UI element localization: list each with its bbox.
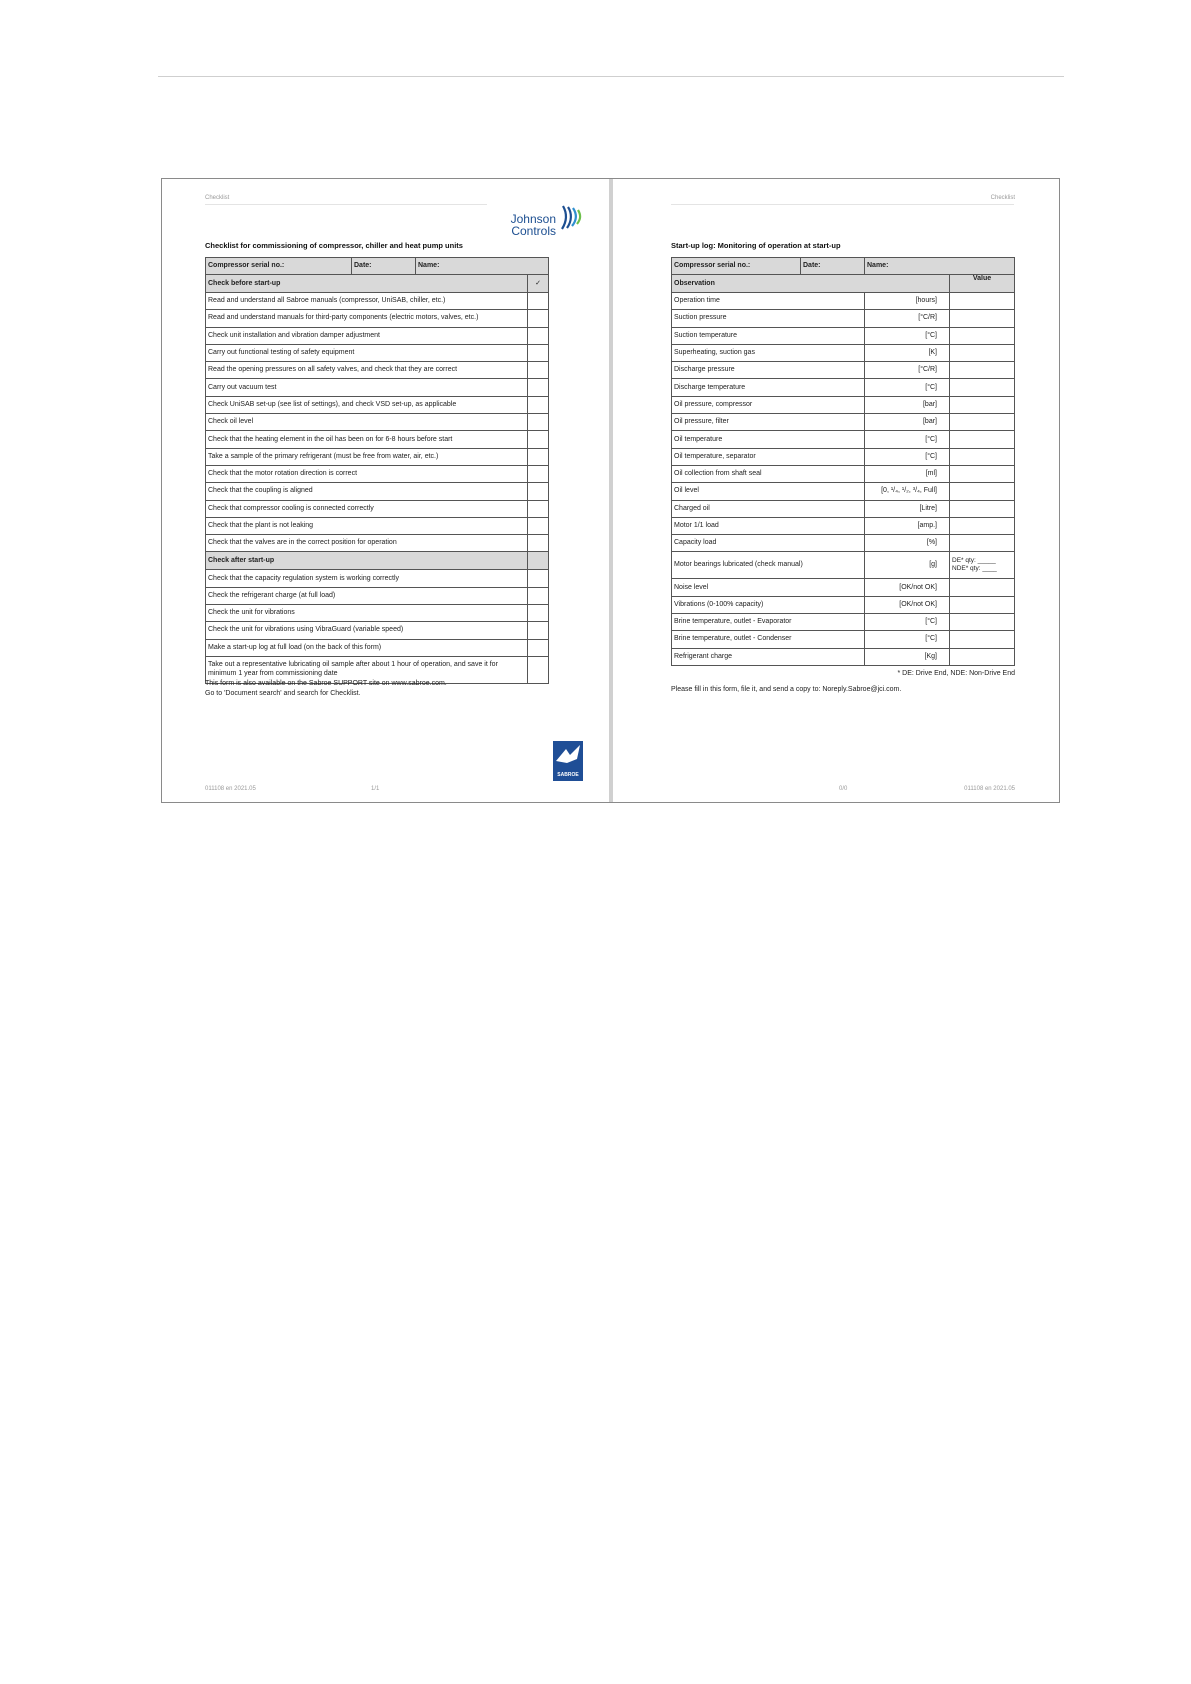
observation-unit: [°C] xyxy=(865,327,950,344)
section-after-row xyxy=(206,552,549,570)
value-input-cell[interactable] xyxy=(950,596,1015,613)
value-input-cell[interactable] xyxy=(950,310,1015,327)
observation-row xyxy=(672,362,1015,379)
observation-row xyxy=(672,535,1015,552)
observation-label: Brine temperature, outlet - Evaporator xyxy=(672,614,865,631)
observation-unit: [hours] xyxy=(865,293,950,310)
serial-label: Compressor serial no.: xyxy=(672,258,801,275)
observation-label: Refrigerant charge xyxy=(672,648,865,665)
johnson-controls-mark-icon xyxy=(558,205,584,231)
value-input-cell[interactable] xyxy=(950,631,1015,648)
checklist-row xyxy=(206,327,549,344)
observation-unit: [OK/not OK] xyxy=(865,596,950,613)
checklist-item-label: Read and understand all Sabroe manuals (compressor, UniSAB, chiller, etc.) xyxy=(206,293,528,310)
checkbox-cell[interactable] xyxy=(528,431,549,448)
observation-label: Operation time xyxy=(672,293,865,310)
header-rule xyxy=(205,204,487,205)
availability-note xyxy=(205,679,447,699)
checkmark-icon: ✓ xyxy=(528,275,549,293)
checkbox-cell[interactable] xyxy=(528,465,549,482)
observation-unit: [%] xyxy=(865,535,950,552)
observation-unit: [Litre] xyxy=(865,500,950,517)
checklist-row xyxy=(206,431,549,448)
observation-unit: [OK/not OK] xyxy=(865,579,950,596)
value-input-cell[interactable] xyxy=(950,362,1015,379)
observation-unit: [K] xyxy=(865,344,950,361)
value-input-cell[interactable] xyxy=(950,465,1015,482)
checklist-row xyxy=(206,605,549,622)
checkbox-cell[interactable] xyxy=(528,414,549,431)
value-input-cell[interactable] xyxy=(950,344,1015,361)
observation-row xyxy=(672,517,1015,534)
observation-unit: [°C/R] xyxy=(865,362,950,379)
observation-label: Superheating, suction gas xyxy=(672,344,865,361)
header-rule xyxy=(671,204,1014,205)
observation-unit: [amp.] xyxy=(865,517,950,534)
observation-label: Suction pressure xyxy=(672,310,865,327)
name-label: Name: xyxy=(416,258,549,275)
value-input-cell[interactable] xyxy=(950,535,1015,552)
checklist-row xyxy=(206,587,549,604)
observation-row xyxy=(672,465,1015,482)
checklist-item-label: Check that the capacity regulation system is working correctly xyxy=(206,570,528,587)
logo-line1: Johnson xyxy=(510,212,556,226)
checklist-item-label: Take a sample of the primary refrigerant (must be free from water, air, etc.) xyxy=(206,448,528,465)
de-qty: DE* qty: _____ xyxy=(952,556,996,564)
checklist-item-label: Check the unit for vibrations using VibraGuard (variable speed) xyxy=(206,622,528,639)
document-spread xyxy=(161,178,1060,803)
checkbox-cell[interactable] xyxy=(528,500,549,517)
observation-unit: [ml] xyxy=(865,465,950,482)
bearings-row xyxy=(672,552,1015,579)
startup-log-title: Start-up log: Monitoring of operation at start-up xyxy=(671,241,841,250)
value-input-cell[interactable] xyxy=(950,431,1015,448)
checkbox-cell[interactable] xyxy=(528,587,549,604)
johnson-controls-logo xyxy=(504,205,584,241)
observation-row xyxy=(672,431,1015,448)
page-header-label: Checklist xyxy=(205,195,230,201)
value-input-cell[interactable] xyxy=(950,327,1015,344)
observation-label: Capacity load xyxy=(672,535,865,552)
checklist-item-label: Carry out vacuum test xyxy=(206,379,528,396)
checklist-item-label: Check that the plant is not leaking xyxy=(206,517,528,534)
observation-label: Oil collection from shaft seal xyxy=(672,465,865,482)
checkbox-cell[interactable] xyxy=(528,362,549,379)
value-input-cell[interactable] xyxy=(950,414,1015,431)
checkbox-cell[interactable] xyxy=(528,310,549,327)
checklist-item-label: Read the opening pressures on all safety valves, and check that they are correct xyxy=(206,362,528,379)
page-header-label: Checklist xyxy=(990,195,1015,201)
checklist-page xyxy=(162,179,609,802)
observation-unit: [°C] xyxy=(865,614,950,631)
observation-label: Charged oil xyxy=(672,500,865,517)
sabroe-label: SABROE xyxy=(557,772,579,778)
top-rule xyxy=(158,76,1064,77)
footer-doc-code: 011108 en 2021.05 xyxy=(205,786,256,792)
checklist-item-label: Check the refrigerant charge (at full load) xyxy=(206,587,528,604)
value-input-cell[interactable] xyxy=(950,579,1015,596)
observation-label: Suction temperature xyxy=(672,327,865,344)
observation-label: Oil temperature, separator xyxy=(672,448,865,465)
checkbox-cell[interactable] xyxy=(528,639,549,656)
checklist-row xyxy=(206,396,549,413)
checklist-row xyxy=(206,362,549,379)
checkbox-cell[interactable] xyxy=(528,570,549,587)
date-label: Date: xyxy=(352,258,416,275)
drive-end-footnote: * DE: Drive End, NDE: Non-Drive End xyxy=(897,670,1015,677)
checklist-row xyxy=(206,483,549,500)
checkbox-cell[interactable] xyxy=(528,535,549,552)
checkbox-cell[interactable] xyxy=(528,656,549,683)
observation-row xyxy=(672,500,1015,517)
nde-qty: NDE* qty: ____ xyxy=(952,565,997,573)
checklist-item-label: Check that the heating element in the oil has been on for 6-8 hours before start xyxy=(206,431,528,448)
checkbox-cell[interactable] xyxy=(528,379,549,396)
value-input-cell[interactable] xyxy=(950,500,1015,517)
observation-row xyxy=(672,396,1015,413)
observation-unit: [°C] xyxy=(865,431,950,448)
section-after-label: Check after start-up xyxy=(206,552,528,570)
observation-unit: [0, ¹/₄, ¹/₂, ³/₄, Full] xyxy=(865,483,950,500)
checklist-item-label: Make a start-up log at full load (on the back of this form) xyxy=(206,639,528,656)
observation-row xyxy=(672,648,1015,665)
checklist-item-label: Read and understand manuals for third-party components (electric motors, valves, etc.) xyxy=(206,310,528,327)
bearings-label: Motor bearings lubricated (check manual) xyxy=(672,552,865,579)
serial-header-row xyxy=(206,258,549,275)
footer-page-number: 1/1 xyxy=(371,786,380,792)
observation-row xyxy=(672,579,1015,596)
observation-row xyxy=(672,327,1015,344)
checklist-table xyxy=(205,257,549,684)
observation-label: Noise level xyxy=(672,579,865,596)
checklist-row xyxy=(206,293,549,310)
bearings-qty-cell[interactable] xyxy=(950,552,1015,579)
value-header: Value xyxy=(950,275,1015,293)
bearings-unit: [g] xyxy=(865,552,950,579)
checkbox-cell[interactable] xyxy=(528,517,549,534)
observation-row xyxy=(672,483,1015,500)
checkbox-cell[interactable] xyxy=(528,448,549,465)
checklist-row xyxy=(206,639,549,656)
checklist-item-label: Take out a representative lubricating oil sample after about 1 hour of operation, and save it for minimum 1 year from commissioning date xyxy=(206,656,528,683)
observation-row xyxy=(672,414,1015,431)
checklist-item-label: Check that compressor cooling is connected correctly xyxy=(206,500,528,517)
checklist-row xyxy=(206,517,549,534)
checkbox-cell[interactable] xyxy=(528,344,549,361)
checklist-row xyxy=(206,414,549,431)
observation-unit: [°C] xyxy=(865,631,950,648)
value-input-cell[interactable] xyxy=(950,648,1015,665)
footer-page-number: 0/0 xyxy=(839,786,848,792)
checklist-row xyxy=(206,465,549,482)
checklist-item-label: Check oil level xyxy=(206,414,528,431)
footer-doc-code: 011108 en 2021.05 xyxy=(964,786,1015,792)
observation-row xyxy=(672,614,1015,631)
logo-line2: Controls xyxy=(511,224,556,238)
observation-row xyxy=(672,448,1015,465)
observation-row xyxy=(672,631,1015,648)
checklist-row xyxy=(206,379,549,396)
observation-row xyxy=(672,310,1015,327)
checklist-row xyxy=(206,448,549,465)
value-input-cell[interactable] xyxy=(950,483,1015,500)
sabroe-bird-icon xyxy=(553,741,583,771)
checklist-row xyxy=(206,535,549,552)
checklist-item-label: Check the unit for vibrations xyxy=(206,605,528,622)
observation-unit: [bar] xyxy=(865,396,950,413)
observation-label: Oil level xyxy=(672,483,865,500)
observation-unit: [bar] xyxy=(865,414,950,431)
checkbox-cell[interactable] xyxy=(528,327,549,344)
observation-unit: [Kg] xyxy=(865,648,950,665)
observation-label: Oil pressure, compressor xyxy=(672,396,865,413)
observation-label: Discharge pressure xyxy=(672,362,865,379)
checklist-item-label: Check UniSAB set-up (see list of settings), and check VSD set-up, as applicable xyxy=(206,396,528,413)
checklist-row xyxy=(206,310,549,327)
date-label: Date: xyxy=(801,258,865,275)
checkbox-cell[interactable] xyxy=(528,396,549,413)
submission-instruction: Please fill in this form, file it, and send a copy to: Noreply.Sabroe@jci.com. xyxy=(671,686,902,693)
observation-label: Vibrations (0-100% capacity) xyxy=(672,596,865,613)
observation-label: Motor 1/1 load xyxy=(672,517,865,534)
checkbox-cell[interactable] xyxy=(528,622,549,639)
value-input-cell[interactable] xyxy=(950,614,1015,631)
serial-header-row xyxy=(672,258,1015,275)
section-before-label: Check before start-up xyxy=(206,275,528,293)
checklist-item-label: Carry out functional testing of safety equipment xyxy=(206,344,528,361)
observation-header-row xyxy=(672,275,1015,293)
checklist-item-label: Check that the valves are in the correct position for operation xyxy=(206,535,528,552)
checklist-item-label: Check that the motor rotation direction is correct xyxy=(206,465,528,482)
startup-log-table xyxy=(671,257,1015,666)
observation-row xyxy=(672,344,1015,361)
section-before-row xyxy=(206,275,549,293)
observation-unit: [°C] xyxy=(865,379,950,396)
note-line1: This form is also available on the Sabroe SUPPORT site on www.sabroe.com. xyxy=(205,680,447,687)
checklist-row xyxy=(206,622,549,639)
value-input-cell[interactable] xyxy=(950,396,1015,413)
checklist-row xyxy=(206,344,549,361)
sabroe-logo xyxy=(553,741,583,781)
value-input-cell[interactable] xyxy=(950,517,1015,534)
checkbox-cell[interactable] xyxy=(528,483,549,500)
value-input-cell[interactable] xyxy=(950,379,1015,396)
checklist-title: Checklist for commissioning of compressor, chiller and heat pump units xyxy=(205,241,463,250)
checklist-row xyxy=(206,500,549,517)
observation-label: Oil temperature xyxy=(672,431,865,448)
name-label: Name: xyxy=(865,258,1015,275)
checklist-row xyxy=(206,570,549,587)
observation-label: Brine temperature, outlet - Condenser xyxy=(672,631,865,648)
observation-row xyxy=(672,293,1015,310)
checkbox-cell[interactable] xyxy=(528,293,549,310)
observation-header: Observation xyxy=(672,275,950,293)
checkbox-cell[interactable] xyxy=(528,605,549,622)
observation-unit: [°C/R] xyxy=(865,310,950,327)
value-input-cell[interactable] xyxy=(950,448,1015,465)
observation-row xyxy=(672,596,1015,613)
serial-label: Compressor serial no.: xyxy=(206,258,352,275)
checklist-item-label: Check unit installation and vibration damper adjustment xyxy=(206,327,528,344)
value-input-cell[interactable] xyxy=(950,293,1015,310)
observation-label: Oil pressure, filter xyxy=(672,414,865,431)
startup-log-page xyxy=(613,179,1059,802)
observation-row xyxy=(672,379,1015,396)
note-line2: Go to 'Document search' and search for Checklist. xyxy=(205,690,361,697)
observation-unit: [°C] xyxy=(865,448,950,465)
observation-label: Discharge temperature xyxy=(672,379,865,396)
checklist-item-label: Check that the coupling is aligned xyxy=(206,483,528,500)
